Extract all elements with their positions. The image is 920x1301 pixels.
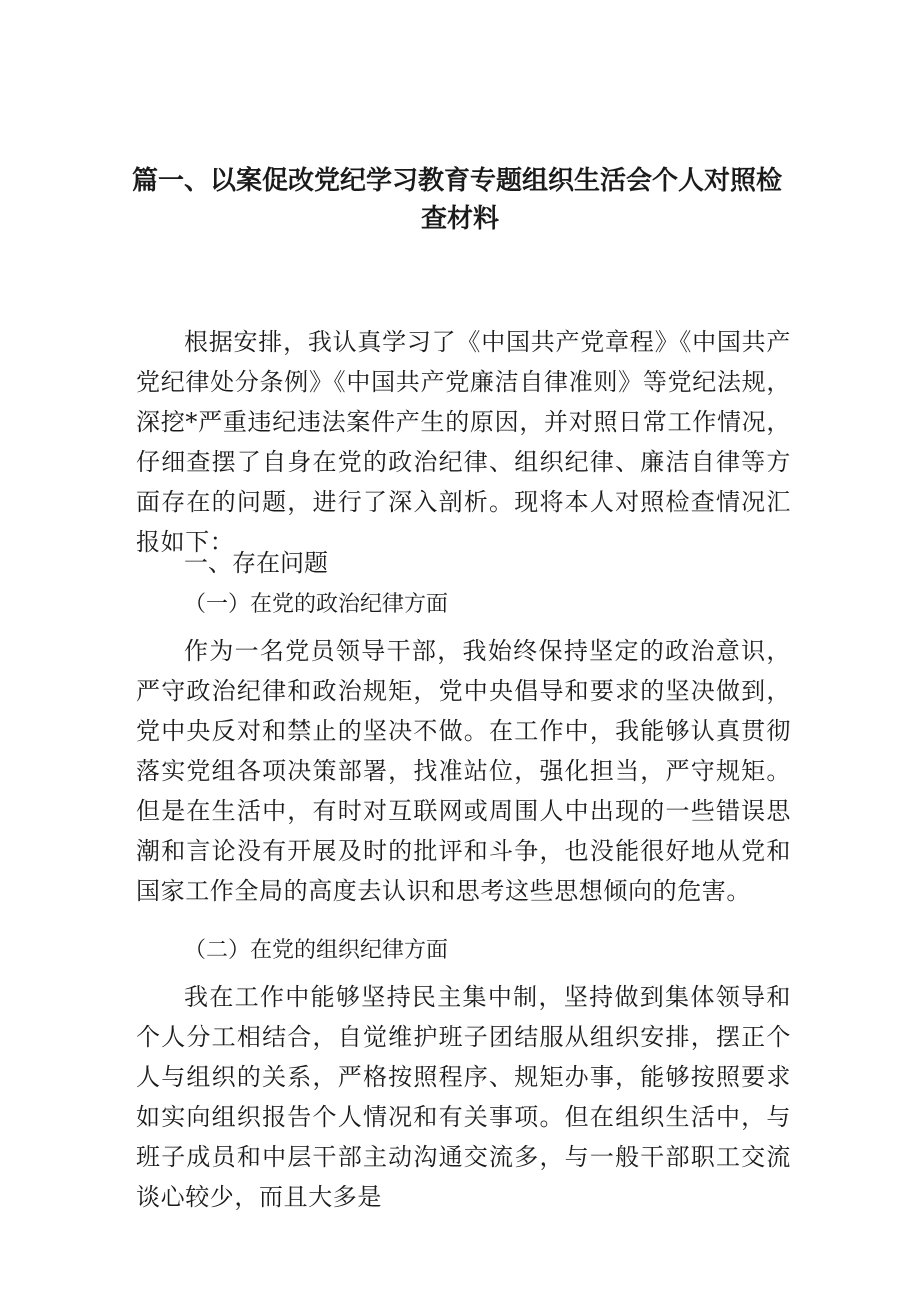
subsection-heading-political-discipline: （一）在党的政治纪律方面: [184, 592, 449, 617]
intro-block: [136, 322, 791, 562]
organizational-discipline-block: [136, 977, 791, 1217]
subsection-heading-organizational-discipline: （二）在党的组织纪律方面: [184, 938, 449, 963]
section-heading-problems: 一、存在问题: [184, 549, 328, 577]
document-title-line-2: 查材料: [420, 204, 499, 234]
political-discipline-block: [136, 631, 791, 911]
organizational-discipline-paragraph: 我在工作中能够坚持民主集中制，坚持做到集体领导和个人分工相结合，自觉维护班子团结服从组织安排，摆正个人与组织的关系，严格按照程序、规矩办事，能够按照要求如实向组织报告个人情况和有关事项。但在组织生活中，与班子成员和中层干部主动沟通交流多，与一般干部职工交流谈心较少，而且大多是: [136, 983, 791, 1211]
political-discipline-paragraph: 作为一名党员领导干部，我始终保持坚定的政治意识，严守政治纪律和政治规矩，党中央倡导和要求的坚决做到，党中央反对和禁止的坚决不做。在工作中，我能够认真贯彻落实党组各项决策部署，找准站位，强化担当，严守规矩。但是在生活中，有时对互联网或周围人中出现的一些错误思潮和言论没有开展及时的批评和斗争，也没能很好地从党和国家工作全局的高度去认识和思考这些思想倾向的危害。: [136, 637, 791, 905]
intro-paragraph: 根据安排，我认真学习了《中国共产党章程》《中国共产党纪律处分条例》《中国共产党廉洁自律准则》等党纪法规，深挖*严重违纪违法案件产生的原因，并对照日常工作情况，仔细查摆了自身在党的政治纪律、组织纪律、廉洁自律等方面存在的问题，进行了深入剖析。现将本人对照检查情况汇报如下：: [136, 328, 791, 556]
document-title-line-1: 篇一、以案促改党纪学习教育专题组织生活会个人对照检: [132, 166, 783, 196]
